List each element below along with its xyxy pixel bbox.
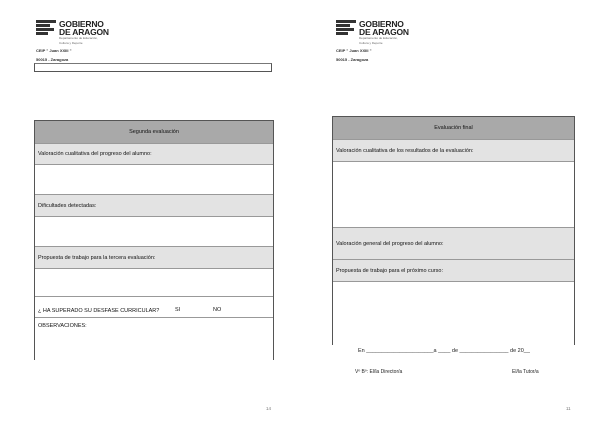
yes-option[interactable]: SI xyxy=(175,307,181,313)
director-signature: Vº Bº: El/la Director/a xyxy=(355,369,403,375)
curricular-question-row xyxy=(35,296,273,317)
logo-line-1: GOBIERNO xyxy=(359,19,404,29)
page-number: 14 xyxy=(266,406,272,411)
logo-subtitle-2: Cultura y Deporte xyxy=(59,40,83,45)
results-field[interactable] xyxy=(333,161,574,227)
difficulties-field[interactable] xyxy=(35,216,273,246)
page-number: 11 xyxy=(566,406,571,411)
logo-subtitle-1: Departamento de Educación, xyxy=(359,36,398,40)
no-option[interactable]: NO xyxy=(213,307,222,313)
results-label: Valoración cualitativa de los resultados de la evaluación: xyxy=(333,139,574,161)
school-city: 50015 - Zaragoza xyxy=(336,57,369,62)
next-course-field[interactable] xyxy=(333,281,574,345)
final-evaluation-table xyxy=(332,116,575,345)
logo-line-1: GOBIERNO xyxy=(59,19,104,29)
observations-field[interactable] xyxy=(35,317,273,360)
right-page xyxy=(300,0,600,424)
next-course-label: Propuesta de trabajo para el próximo curso: xyxy=(333,259,574,281)
government-logo xyxy=(36,19,109,45)
school-name: CEIP " Juan XXIII " xyxy=(336,48,372,53)
table-header: Evaluación final xyxy=(333,117,574,139)
tutor-signature: El/la Tutor/a xyxy=(512,369,539,375)
table-header: Segunda evaluación xyxy=(35,121,273,143)
school-name: CEIP " Juan XXIII " xyxy=(36,48,72,53)
logo-line-2: DE ARAGON xyxy=(59,27,109,37)
second-evaluation-table xyxy=(34,120,274,360)
header-box xyxy=(34,63,272,72)
government-logo xyxy=(336,19,409,45)
aragon-emblem-icon xyxy=(336,20,356,36)
observations-label: OBSERVACIONES: xyxy=(38,323,87,329)
aragon-emblem-icon xyxy=(36,20,56,36)
work-proposal-field[interactable] xyxy=(35,268,273,296)
curricular-question: ¿ HA SUPERADO SU DESFASE CURRICULAR? xyxy=(38,308,160,314)
signature-place-date[interactable]: En ______________________a ____ de ________________ de 20__ xyxy=(358,348,530,354)
school-city: 50015 - Zaragoza xyxy=(36,57,69,62)
progress-field[interactable] xyxy=(35,164,273,194)
logo-line-2: DE ARAGON xyxy=(359,27,409,37)
logo-subtitle-2: Cultura y Deporte xyxy=(359,40,383,45)
difficulties-label: Dificultades detectadas: xyxy=(35,194,273,216)
general-progress-label: Valoración general del progreso del alumno: xyxy=(333,227,574,259)
work-proposal-label: Propuesta de trabajo para la tercera evaluación: xyxy=(35,246,273,268)
progress-label: Valoración cualitativa del progreso del alumno: xyxy=(35,143,273,164)
logo-subtitle-1: Departamento de Educación, xyxy=(59,36,98,40)
